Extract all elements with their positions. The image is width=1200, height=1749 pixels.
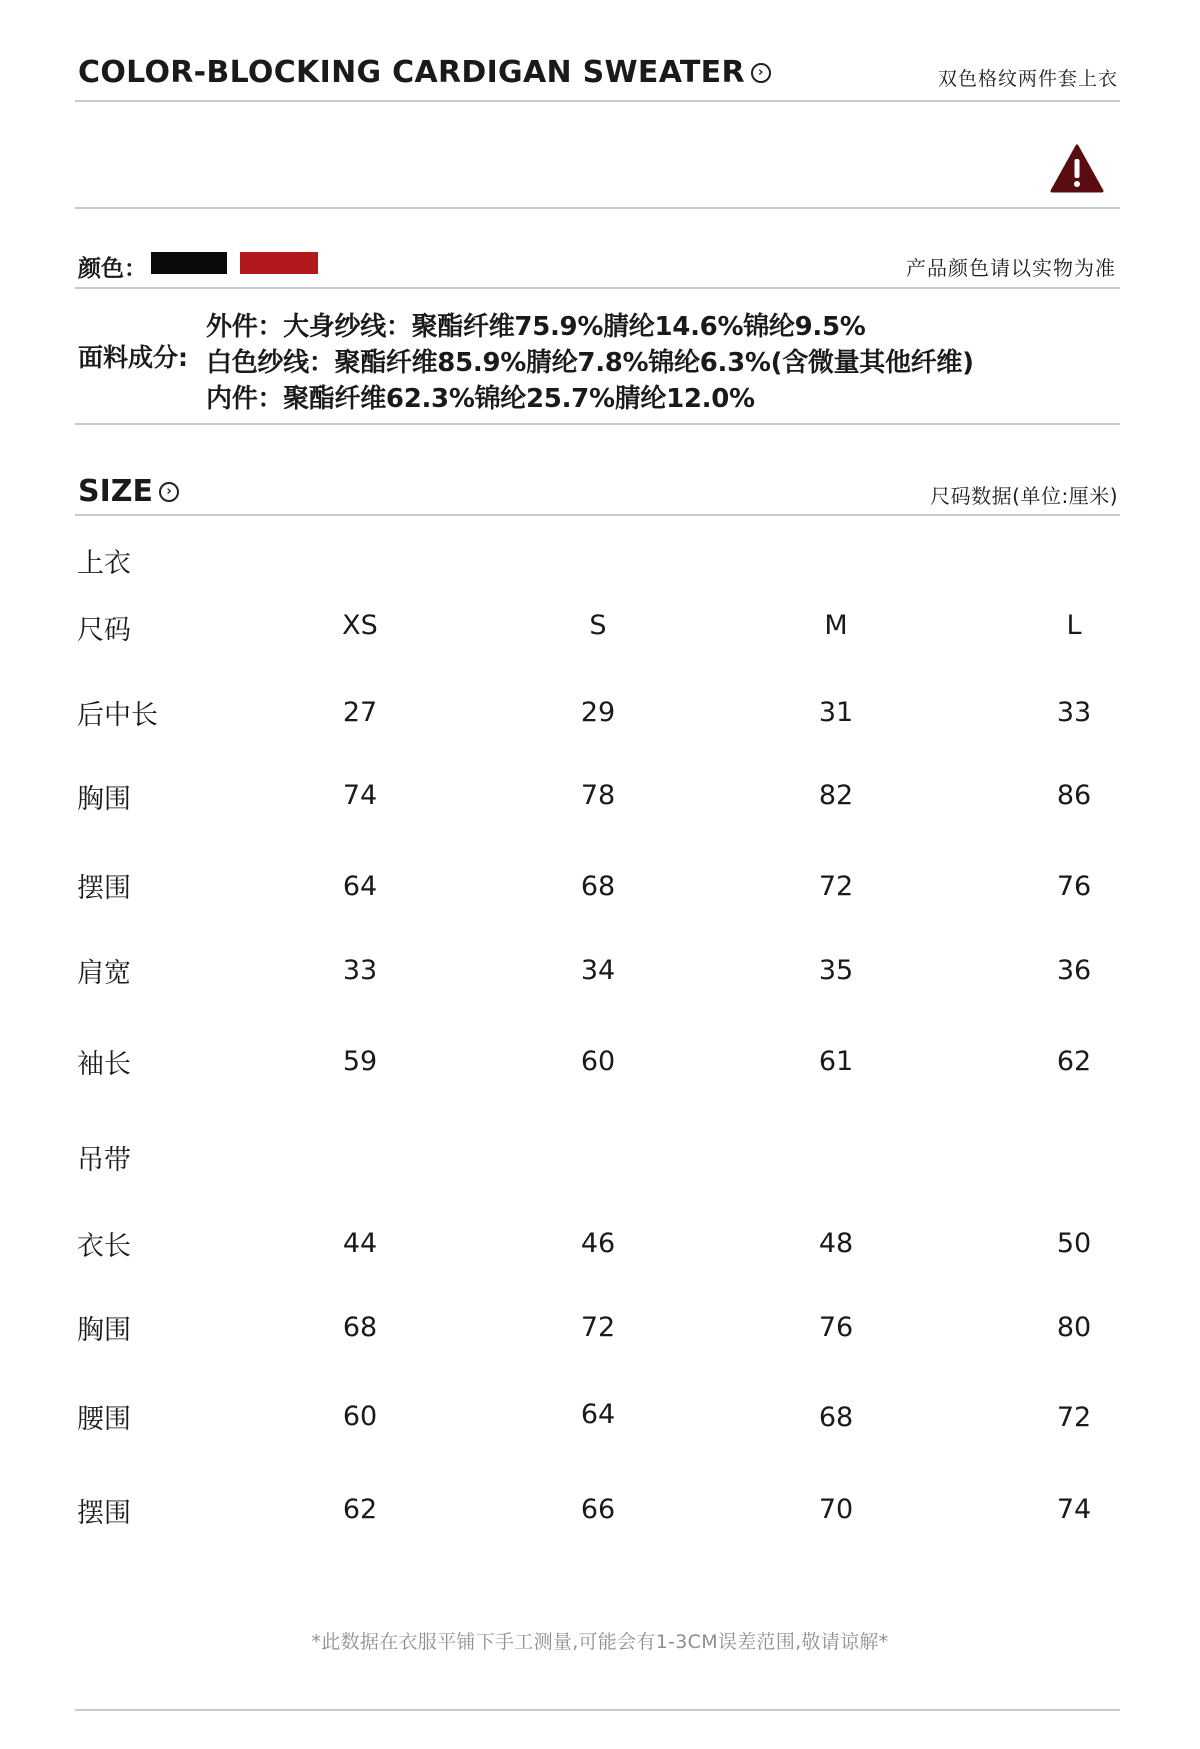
divider [75,207,1120,209]
color-swatch-black [151,252,227,274]
table-cell: 60 [342,1401,378,1432]
section-title-top: 上衣 [77,548,131,579]
row-label: 摆围 [77,873,131,904]
row-label: 肩宽 [77,958,131,989]
table-cell: 72 [818,871,854,902]
table-cell: 48 [818,1228,854,1259]
table-cell: 68 [818,1402,854,1433]
table-cell: 68 [342,1312,378,1343]
row-label: 袖长 [77,1049,131,1080]
size-column-header: S [589,610,607,641]
table-cell: 74 [342,780,378,811]
warning-triangle-icon [1050,144,1104,194]
divider [75,100,1120,102]
table-cell: 29 [580,697,616,728]
table-cell: 31 [818,697,854,728]
table-cell: 72 [580,1312,616,1343]
table-cell: 60 [580,1046,616,1077]
size-unit-note: 尺码数据(单位:厘米) [930,484,1118,508]
table-cell: 61 [818,1046,854,1077]
table-cell: 86 [1056,780,1092,811]
product-name-cn: 双色格纹两件套上衣 [937,68,1118,90]
table-cell: 27 [342,697,378,728]
fabric-line: 白色纱线：聚酯纤维85.9%腈纶7.8%锦纶6.3%(含微量其他纤维) [206,348,974,378]
measurement-footnote: *此数据在衣服平铺下手工测量,可能会有1-3CM误差范围,敬请谅解* [311,1631,889,1653]
table-cell: 62 [1056,1046,1092,1077]
page-title-row [78,55,771,90]
table-cell: 66 [580,1494,616,1525]
table-cell: 62 [342,1494,378,1525]
table-cell: 72 [1056,1402,1092,1433]
row-label: 后中长 [77,700,158,731]
color-label: 颜色： [78,256,147,282]
divider [75,287,1120,289]
size-header-label: 尺码 [77,615,131,646]
table-cell: 74 [1056,1494,1092,1525]
table-cell: 59 [342,1046,378,1077]
size-column-header: L [1066,610,1082,641]
row-label: 衣长 [77,1231,131,1262]
table-cell: 35 [818,955,854,986]
table-cell: 76 [818,1312,854,1343]
table-cell: 44 [342,1228,378,1259]
divider [75,1709,1120,1711]
color-swatch-red [240,252,318,274]
size-title-row [78,474,179,509]
circle-chevron-right-icon[interactable]: › [159,482,179,502]
size-title: SIZE [78,474,154,509]
divider [75,423,1120,425]
table-cell: 34 [580,955,616,986]
table-cell: 33 [1056,697,1092,728]
table-cell: 33 [342,955,378,986]
color-note: 产品颜色请以实物为准 [906,256,1116,280]
fabric-label: 面料成分: [78,343,188,372]
table-cell: 70 [818,1494,854,1525]
table-cell: 76 [1056,871,1092,902]
table-cell: 64 [580,1399,616,1430]
table-cell: 82 [818,780,854,811]
row-label: 腰围 [77,1404,131,1435]
fabric-line: 内件：聚酯纤维62.3%锦纶25.7%腈纶12.0% [206,384,755,414]
section-title-cami: 吊带 [77,1145,131,1176]
row-label: 胸围 [77,784,131,815]
table-cell: 46 [580,1228,616,1259]
size-column-header: XS [342,610,378,641]
table-cell: 36 [1056,955,1092,986]
fabric-line: 外件：大身纱线：聚酯纤维75.9%腈纶14.6%锦纶9.5% [206,312,866,342]
size-column-header: M [824,610,848,641]
table-cell: 78 [580,780,616,811]
circle-chevron-right-icon[interactable]: › [751,63,771,83]
table-cell: 64 [342,871,378,902]
table-cell: 68 [580,871,616,902]
table-cell: 80 [1056,1312,1092,1343]
table-cell: 50 [1056,1228,1092,1259]
row-label: 摆围 [77,1498,131,1529]
row-label: 胸围 [77,1315,131,1346]
divider [75,514,1120,516]
page-title: COLOR-BLOCKING CARDIGAN SWEATER [78,55,745,90]
